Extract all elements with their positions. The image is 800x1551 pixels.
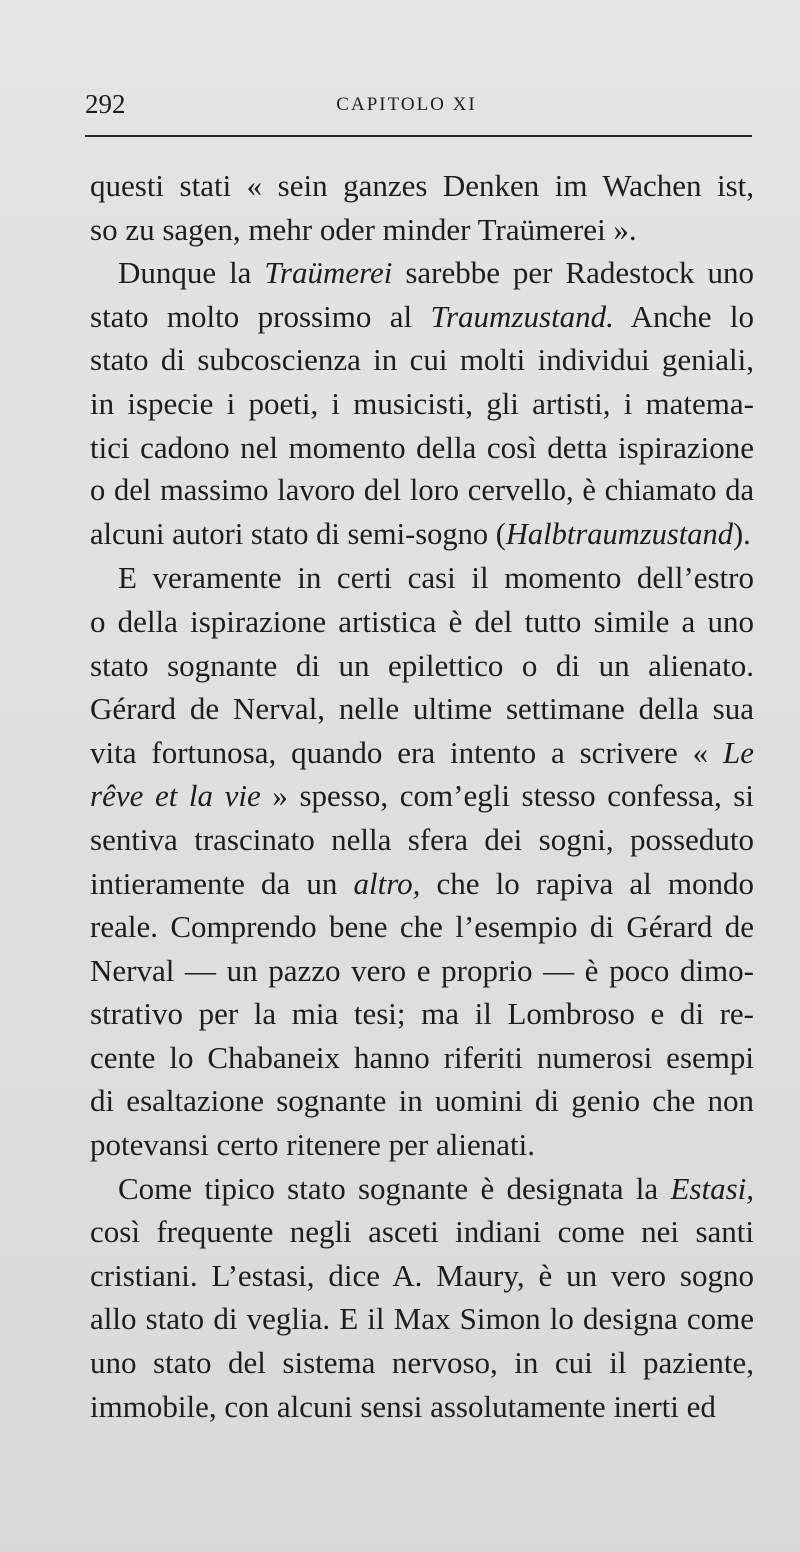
text-line: uno stato del sistema nervoso, in cui il paziente, [90, 1345, 754, 1381]
paragraph [90, 556, 754, 1166]
text-run: intieramente da un [90, 865, 354, 901]
text-line: so zu sagen, mehr oder minder Traümerei ». [90, 211, 637, 247]
paragraph [90, 251, 754, 556]
text-run: Dunque la [118, 255, 265, 291]
text-run: vita fortunosa, quando era intento a scrivere « [90, 734, 723, 770]
text-line: di esaltazione sognante in uomini di genio che non [90, 1083, 754, 1119]
text-line: strativo per la mia tesi; ma il Lombroso e di re- [90, 996, 754, 1032]
text-line: reale. Comprendo bene che l’esempio di Gérard de [90, 909, 754, 945]
text-line: in ispecie i poeti, i musicisti, gli artisti, i matema- [90, 385, 754, 421]
page-header [85, 84, 748, 124]
text-line: cente lo Chabaneix hanno riferiti numerosi esempi [90, 1039, 754, 1075]
text-run: Anche lo [613, 298, 755, 334]
italic-run: Estasi, [670, 1170, 754, 1206]
text-line: o del massimo lavoro del loro cervello, è chiamato da [90, 473, 754, 508]
body-text [90, 164, 754, 1428]
italic-run: altro, [353, 865, 421, 901]
page-number: 292 [85, 89, 126, 119]
text-line: stato di subcoscienza in cui molti individui geniali, [90, 342, 754, 378]
text-line: Gérard de Nerval, nelle ultime settimane della sua [90, 691, 754, 727]
text-line [90, 731, 754, 775]
text-run: che lo rapiva al mondo [420, 865, 754, 901]
text-run: sarebbe per Radestock uno [392, 255, 754, 291]
text-run: stato molto prossimo al [90, 298, 431, 334]
text-line: così frequente negli asceti indiani come nei santi [90, 1214, 754, 1250]
text-line: stato sognante di un epilettico o di un alienato. [90, 647, 754, 683]
text-line [90, 862, 754, 906]
paragraph [90, 164, 754, 251]
paragraph [90, 1167, 754, 1429]
text-line: questi stati « sein ganzes Denken im Wachen ist, [90, 168, 754, 203]
italic-run: Halbtraumzustand [505, 516, 733, 551]
text-run: ). [733, 516, 751, 551]
text-line [90, 295, 754, 339]
text-run: alcuni autori stato di semi-sogno ( [90, 516, 506, 551]
header-rule [85, 135, 752, 137]
text-line: sentiva trascinato nella sfera dei sogni, posseduto [90, 821, 754, 857]
text-line: cristiani. L’estasi, dice A. Maury, è un vero sogno [90, 1257, 754, 1293]
text-line [90, 513, 754, 557]
text-line: E veramente in certi casi il momento dell’estro [118, 560, 754, 596]
text-line: potevansi certo ritenere per alienati. [90, 1127, 535, 1163]
running-head: CAPITOLO XI [336, 94, 477, 115]
text-line [90, 251, 754, 295]
text-line [90, 1167, 754, 1211]
text-line: allo stato di veglia. E il Max Simon lo designa come [90, 1301, 754, 1337]
text-line: tici cadono nel momento della così detta ispirazione [90, 429, 754, 465]
italic-run: Le [723, 734, 754, 770]
italic-run: Traümerei [264, 255, 393, 291]
text-line: immobile, con alcuni sensi assolutamente inerti ed [90, 1388, 716, 1424]
text-line: Nerval — un pazzo vero e proprio — è poco dimo- [90, 952, 754, 988]
text-line [90, 774, 754, 818]
text-run: Come tipico stato sognante è designata la [118, 1170, 671, 1206]
text-run: » spesso, com’egli stesso confessa, si [260, 778, 754, 814]
italic-run: Traumzustand. [430, 298, 614, 334]
text-line: o della ispirazione artistica è del tutto simile a uno [90, 603, 754, 639]
italic-run: rêve et la vie [90, 778, 261, 814]
